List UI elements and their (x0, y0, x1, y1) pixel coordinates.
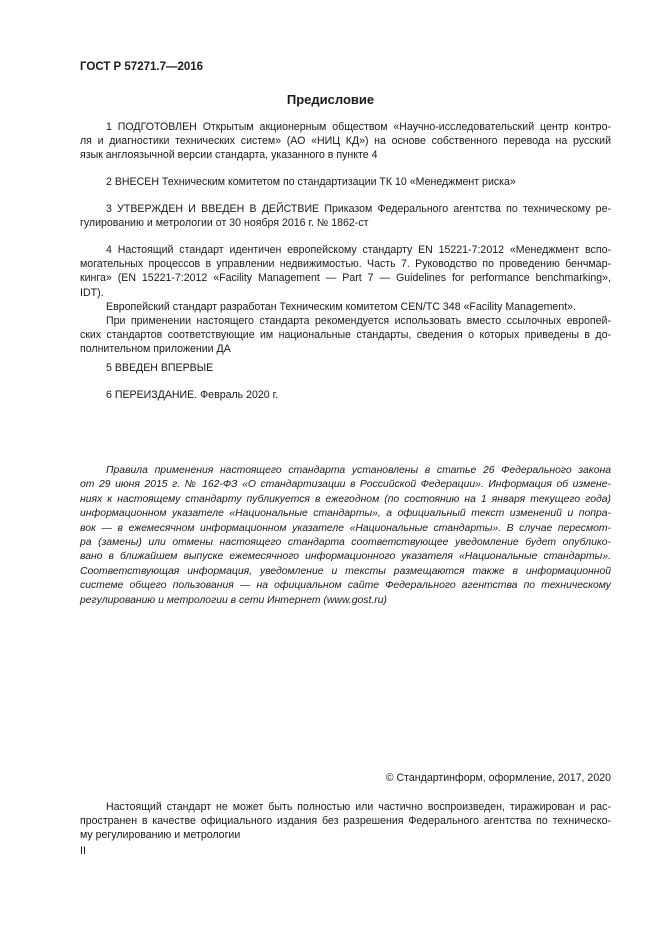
notice-line: системе общего пользования — на официальном сайте Федерального агентства по техническому (80, 580, 611, 592)
item-4-reference-note (80, 314, 611, 357)
item-3-line: гулированию и метрологии от 30 ноября 2016 г. № 1862-ст (80, 217, 369, 230)
notice-line: информационном указателе «Национальные стандарты», а официальный текст изменений и попра- (80, 508, 611, 520)
item-4-line: могательных процессов в управлении недвижимостью. Часть 7. Руководство по проведению бенчмар- (80, 258, 611, 271)
item-1 (80, 120, 611, 163)
item-2 (80, 175, 611, 189)
notice-line: Соответствующая информация, уведомление и тексты размещаются также в информационной (80, 565, 611, 577)
notice-line: вок — в ежемесячном информационном указателе «Национальные стандарты». В случае пересмот- (80, 522, 611, 534)
reference-note-line: ских стандартов соответствующие им национальные стандарты, сведения о которых приведены в до- (80, 329, 611, 342)
item-1-line: ля и диагностики технических систем» (АО «НИЦ КД») на основе собственного перевода на русский (80, 135, 611, 148)
item-4 (80, 243, 611, 300)
item-4-cen-note (80, 300, 611, 314)
page-number: II (80, 845, 86, 857)
publication-notice (80, 464, 611, 608)
page-title: Предисловие (286, 92, 375, 107)
item-3 (80, 202, 611, 230)
reproduction-notice (80, 800, 611, 843)
reference-note-line: При применении настоящего стандарта рекомендуется использовать вместо ссылочных европей- (106, 315, 611, 327)
copyright-line: © Стандартинформ, оформление, 2017, 2020 (385, 772, 611, 784)
item-1-line: 1 ПОДГОТОВЛЕН Открытым акционерным обществом «Научно-исследовательский центр контро- (106, 121, 611, 133)
item-5-line: 5 ВВЕДЕН ВПЕРВЫЕ (106, 362, 214, 374)
item-5 (80, 361, 611, 375)
item-3-line: 3 УТВЕРЖДЕН И ВВЕДЕН В ДЕЙСТВИЕ Приказом Федерального агентства по техническому ре- (106, 203, 611, 215)
notice-line: Правила применения настоящего стандарта установлены в статье 26 Федерального закона (106, 465, 611, 476)
notice-line: ниях к настоящему стандарту публикуется в ежегодном (по состоянию на 1 января текущего года) (80, 493, 611, 505)
document-code: ГОСТ Р 57271.7—2016 (80, 61, 204, 73)
rights-line: Настоящий стандарт не может быть полностью или частично воспроизведен, тиражирован и рас- (106, 801, 611, 813)
rights-line: пространен в качестве официального издания без разрешения Федерального агентства по техническо- (80, 815, 611, 828)
rights-line: му регулированию и метрологии (80, 829, 241, 842)
notice-line: ра (замены) или отмены настоящего стандарта соответствующее уведомление будет опублико- (80, 537, 611, 549)
notice-line: регулированию и метрологии в сети Интернет (www.gost.ru) (80, 594, 387, 606)
item-1-line: язык англоязычной версии стандарта, указанного в пункте 4 (80, 149, 378, 162)
item-6 (80, 388, 611, 402)
reference-note-line: полнительном приложении ДА (80, 343, 231, 356)
item-6-line: 6 ПЕРЕИЗДАНИЕ. Февраль 2020 г. (106, 389, 279, 401)
notice-line: вано в ближайшем выпуске ежемесячного информационного указателя «Национальные стандарты». (80, 551, 611, 563)
notice-line: от 29 июня 2015 г. № 162-ФЗ «О стандартизации в Российской Федерации». Информация об измене- (80, 479, 611, 491)
item-4-line: 4 Настоящий стандарт идентичен европейскому стандарту EN 15221-7:2012 «Менеджмент вспо- (106, 244, 611, 256)
item-2-line: 2 ВНЕСЕН Техническим комитетом по стандартизации ТК 10 «Менеджмент риска» (106, 176, 516, 188)
item-4-line: IDT). (80, 286, 104, 299)
cen-note-line: Европейский стандарт разработан Техническим комитетом CEN/TC 348 «Facility Management». (106, 301, 576, 313)
item-4-line: кинга» (EN 15221-7:2012 «Facility Management — Part 7 — Guidelines for performance benchmarking», (80, 272, 611, 285)
